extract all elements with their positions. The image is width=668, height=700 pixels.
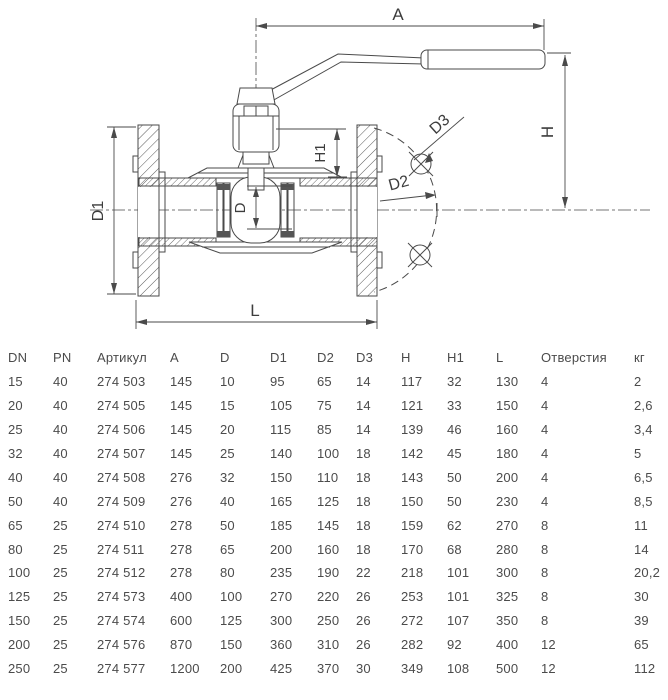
table-cell: H1: [447, 350, 465, 366]
table-cell: 143: [401, 469, 424, 485]
table-cell: 125: [317, 493, 340, 509]
table-cell: D3: [356, 350, 374, 366]
table-row: [0, 633, 668, 657]
table-cell: 6,5: [634, 469, 653, 485]
table-cell: 160: [496, 422, 519, 438]
table-cell: 400: [496, 637, 519, 653]
table-row: [0, 442, 668, 466]
table-cell: 150: [270, 469, 293, 485]
table-row: [0, 537, 668, 561]
table-cell: 325: [496, 589, 519, 605]
table-row: [0, 657, 668, 681]
table-cell: Отверстия: [541, 350, 607, 366]
table-cell: 145: [170, 422, 193, 438]
table-cell: D1: [270, 350, 288, 366]
table-cell: 50: [447, 469, 462, 485]
table-cell: 2,6: [634, 398, 653, 414]
table-cell: 18: [356, 517, 371, 533]
table-cell: 274 511: [97, 541, 145, 557]
table-cell: 117: [401, 374, 423, 390]
table-cell: 5: [634, 446, 642, 461]
table-cell: 300: [270, 613, 293, 629]
table-cell: 65: [634, 637, 649, 653]
table-cell: 8,5: [634, 493, 653, 509]
table-cell: 370: [317, 661, 340, 677]
table-cell: 220: [317, 589, 340, 605]
dim-label-d2: D2: [386, 172, 411, 195]
table-cell: 80: [220, 565, 235, 581]
table-cell: 253: [401, 589, 424, 605]
table-cell: 25: [53, 565, 68, 581]
table-cell: 8: [541, 517, 549, 533]
table-cell: 270: [496, 517, 519, 533]
table-cell: 15: [220, 398, 235, 414]
stem-nut: [237, 88, 275, 104]
table-cell: 2: [634, 374, 642, 390]
table-row: [0, 370, 668, 394]
table-cell: 190: [317, 565, 340, 581]
table-cell: 4: [541, 422, 549, 438]
table-cell: 25: [53, 541, 68, 557]
table-cell: кг: [634, 350, 645, 366]
table-cell: 30: [356, 661, 371, 677]
table-cell: 274 512: [97, 565, 146, 581]
table-cell: 150: [496, 398, 519, 414]
table-cell: 276: [170, 493, 193, 509]
table-cell: 65: [220, 541, 235, 557]
table-cell: 40: [53, 469, 68, 485]
table-cell: 250: [317, 613, 340, 629]
table-cell: 180: [496, 446, 519, 461]
table-cell: 8: [541, 541, 549, 557]
table-cell: 62: [447, 517, 462, 533]
table-cell: 46: [447, 422, 462, 438]
table-cell: 85: [317, 422, 332, 438]
table-cell: 274 577: [97, 661, 146, 677]
table-cell: 200: [270, 541, 293, 557]
table-cell: 282: [401, 637, 424, 653]
table-cell: 250: [8, 661, 31, 677]
table-cell: 45: [447, 446, 462, 461]
table-cell: 200: [8, 637, 31, 653]
table-cell: 165: [270, 493, 293, 509]
spec-table: [0, 346, 668, 680]
table-cell: 400: [170, 589, 193, 605]
table-cell: 170: [401, 541, 424, 557]
dim-label-d: D: [232, 202, 249, 214]
table-cell: 12: [541, 661, 556, 677]
table-cell: 40: [53, 446, 68, 461]
table-cell: 33: [447, 398, 462, 414]
table-cell: 349: [401, 661, 424, 677]
table-cell: 150: [8, 613, 31, 629]
table-cell: 107: [447, 613, 470, 629]
table-header-row: [0, 346, 668, 370]
table-cell: 4: [541, 469, 549, 485]
table-cell: 115: [270, 422, 292, 438]
table-cell: 4: [541, 398, 549, 414]
table-cell: 50: [8, 493, 23, 509]
table-cell: 125: [220, 613, 243, 629]
table-cell: 145: [317, 517, 340, 533]
table-cell: 65: [8, 517, 23, 533]
table-cell: 230: [496, 493, 519, 509]
table-cell: 350: [496, 613, 519, 629]
table-cell: 142: [401, 446, 424, 461]
table-cell: 40: [8, 469, 23, 485]
table-cell: 18: [356, 446, 371, 461]
table-cell: 20: [8, 398, 23, 414]
table-cell: 25: [53, 637, 68, 653]
table-cell: 40: [53, 374, 68, 390]
table-cell: 278: [170, 541, 193, 557]
table-cell: 200: [496, 469, 519, 485]
table-cell: DN: [8, 350, 28, 366]
table-cell: 100: [317, 446, 340, 461]
table-cell: 4: [541, 446, 549, 461]
left-flange: [133, 125, 165, 296]
table-row: [0, 489, 668, 513]
table-cell: 65: [317, 374, 332, 390]
table-row: [0, 418, 668, 442]
table-cell: 11: [634, 517, 648, 533]
table-cell: 112: [634, 661, 656, 677]
dim-label-d3: D3: [426, 111, 454, 138]
table-cell: 600: [170, 613, 193, 629]
handle-grip: [421, 50, 545, 69]
table-cell: 22: [356, 565, 371, 581]
table-cell: 105: [270, 398, 293, 414]
table-cell: 278: [170, 517, 193, 533]
table-cell: 25: [53, 517, 68, 533]
table-cell: 276: [170, 469, 193, 485]
table-row: [0, 585, 668, 609]
table-cell: 145: [170, 446, 193, 461]
table-cell: 30: [634, 589, 649, 605]
dim-label-h: H: [538, 125, 557, 139]
table-cell: 150: [220, 637, 243, 653]
table-cell: 278: [170, 565, 193, 581]
table-cell: 145: [170, 398, 193, 414]
table-cell: 25: [53, 589, 68, 605]
table-cell: 12: [541, 637, 556, 653]
table-cell: 235: [270, 565, 293, 581]
table-cell: 4: [541, 374, 549, 390]
table-cell: 272: [401, 613, 424, 629]
table-cell: 68: [447, 541, 462, 557]
table-cell: 139: [401, 422, 424, 438]
table-cell: 18: [356, 469, 371, 485]
table-cell: 25: [220, 446, 235, 461]
table-cell: 25: [53, 661, 68, 677]
table-cell: 8: [541, 565, 549, 581]
table-cell: 25: [8, 422, 23, 438]
table-cell: L: [496, 350, 504, 366]
table-cell: 274 505: [97, 398, 146, 414]
table-row: [0, 394, 668, 418]
table-cell: 160: [317, 541, 340, 557]
table-cell: 14: [356, 398, 371, 414]
table-row: [0, 609, 668, 633]
table-cell: 80: [8, 541, 23, 557]
table-cell: 218: [401, 565, 424, 581]
table-cell: 95: [270, 374, 285, 390]
table-cell: 40: [53, 493, 68, 509]
table-cell: 360: [270, 637, 293, 653]
table-cell: 25: [53, 613, 68, 629]
dim-label-d1: D1: [90, 200, 107, 222]
table-cell: 101: [447, 565, 470, 581]
table-cell: 274 506: [97, 422, 146, 438]
dim-label-a: A: [392, 5, 404, 24]
table-cell: A: [170, 350, 179, 366]
table-cell: 8: [541, 613, 549, 629]
table-cell: 4: [541, 493, 549, 509]
table-cell: 130: [496, 374, 519, 390]
table-cell: 26: [356, 637, 371, 653]
table-cell: 32: [8, 446, 23, 461]
table-cell: 125: [8, 589, 31, 605]
table-cell: 15: [8, 374, 23, 390]
table-cell: 1200: [170, 661, 200, 677]
table-cell: 274 576: [97, 637, 146, 653]
table-cell: 101: [447, 589, 470, 605]
table-cell: 159: [401, 517, 424, 533]
table-cell: 500: [496, 661, 519, 677]
table-cell: 200: [220, 661, 243, 677]
table-cell: 10: [220, 374, 235, 390]
table-row: [0, 465, 668, 489]
table-cell: 32: [447, 374, 462, 390]
table-cell: 18: [356, 541, 371, 557]
table-row: [0, 513, 668, 537]
table-cell: 300: [496, 565, 519, 581]
table-cell: 121: [401, 398, 424, 414]
ball-valve-drawing: [0, 0, 668, 345]
table-cell: 32: [220, 469, 235, 485]
table-cell: 92: [447, 637, 462, 653]
table-cell: 310: [317, 637, 340, 653]
table-cell: 20: [220, 422, 235, 438]
table-cell: 50: [447, 493, 462, 509]
table-cell: Артикул: [97, 350, 147, 366]
table-cell: 150: [401, 493, 424, 509]
table-cell: 18: [356, 493, 371, 509]
dim-label-l: L: [250, 301, 260, 320]
handle: [267, 50, 545, 101]
table-cell: 274 510: [97, 517, 146, 533]
table-cell: 274 574: [97, 613, 146, 629]
table-cell: 274 507: [97, 446, 146, 461]
table-cell: 274 508: [97, 469, 146, 485]
table-cell: 280: [496, 541, 519, 557]
table-cell: 108: [447, 661, 470, 677]
table-cell: 14: [356, 374, 371, 390]
table-cell: 75: [317, 398, 332, 414]
table-cell: 110: [317, 469, 339, 485]
table-cell: 39: [634, 613, 649, 629]
table-cell: D: [220, 350, 230, 366]
table-cell: 40: [53, 422, 68, 438]
table-cell: 14: [634, 541, 649, 557]
table-cell: 20,2: [634, 565, 661, 581]
table-cell: D2: [317, 350, 335, 366]
table-cell: 274 503: [97, 374, 146, 390]
table-cell: 40: [53, 398, 68, 414]
table-cell: 140: [270, 446, 293, 461]
table-cell: PN: [53, 350, 72, 366]
table-cell: 50: [220, 517, 235, 533]
dim-label-h1: H1: [312, 143, 329, 163]
table-cell: 274 573: [97, 589, 146, 605]
table-cell: 274 509: [97, 493, 146, 509]
table-cell: 40: [220, 493, 235, 509]
table-cell: 26: [356, 589, 371, 605]
table-cell: 14: [356, 422, 371, 438]
table-cell: 100: [220, 589, 243, 605]
table-cell: 100: [8, 565, 31, 581]
right-flange: [351, 125, 382, 296]
table-row: [0, 561, 668, 585]
table-cell: 425: [270, 661, 293, 677]
table-cell: 145: [170, 374, 193, 390]
table-cell: 870: [170, 637, 193, 653]
table-cell: 270: [270, 589, 293, 605]
table-cell: 26: [356, 613, 371, 629]
table-cell: H: [401, 350, 411, 366]
table-cell: 3,4: [634, 422, 653, 438]
table-cell: 185: [270, 517, 293, 533]
table-cell: 8: [541, 589, 549, 605]
